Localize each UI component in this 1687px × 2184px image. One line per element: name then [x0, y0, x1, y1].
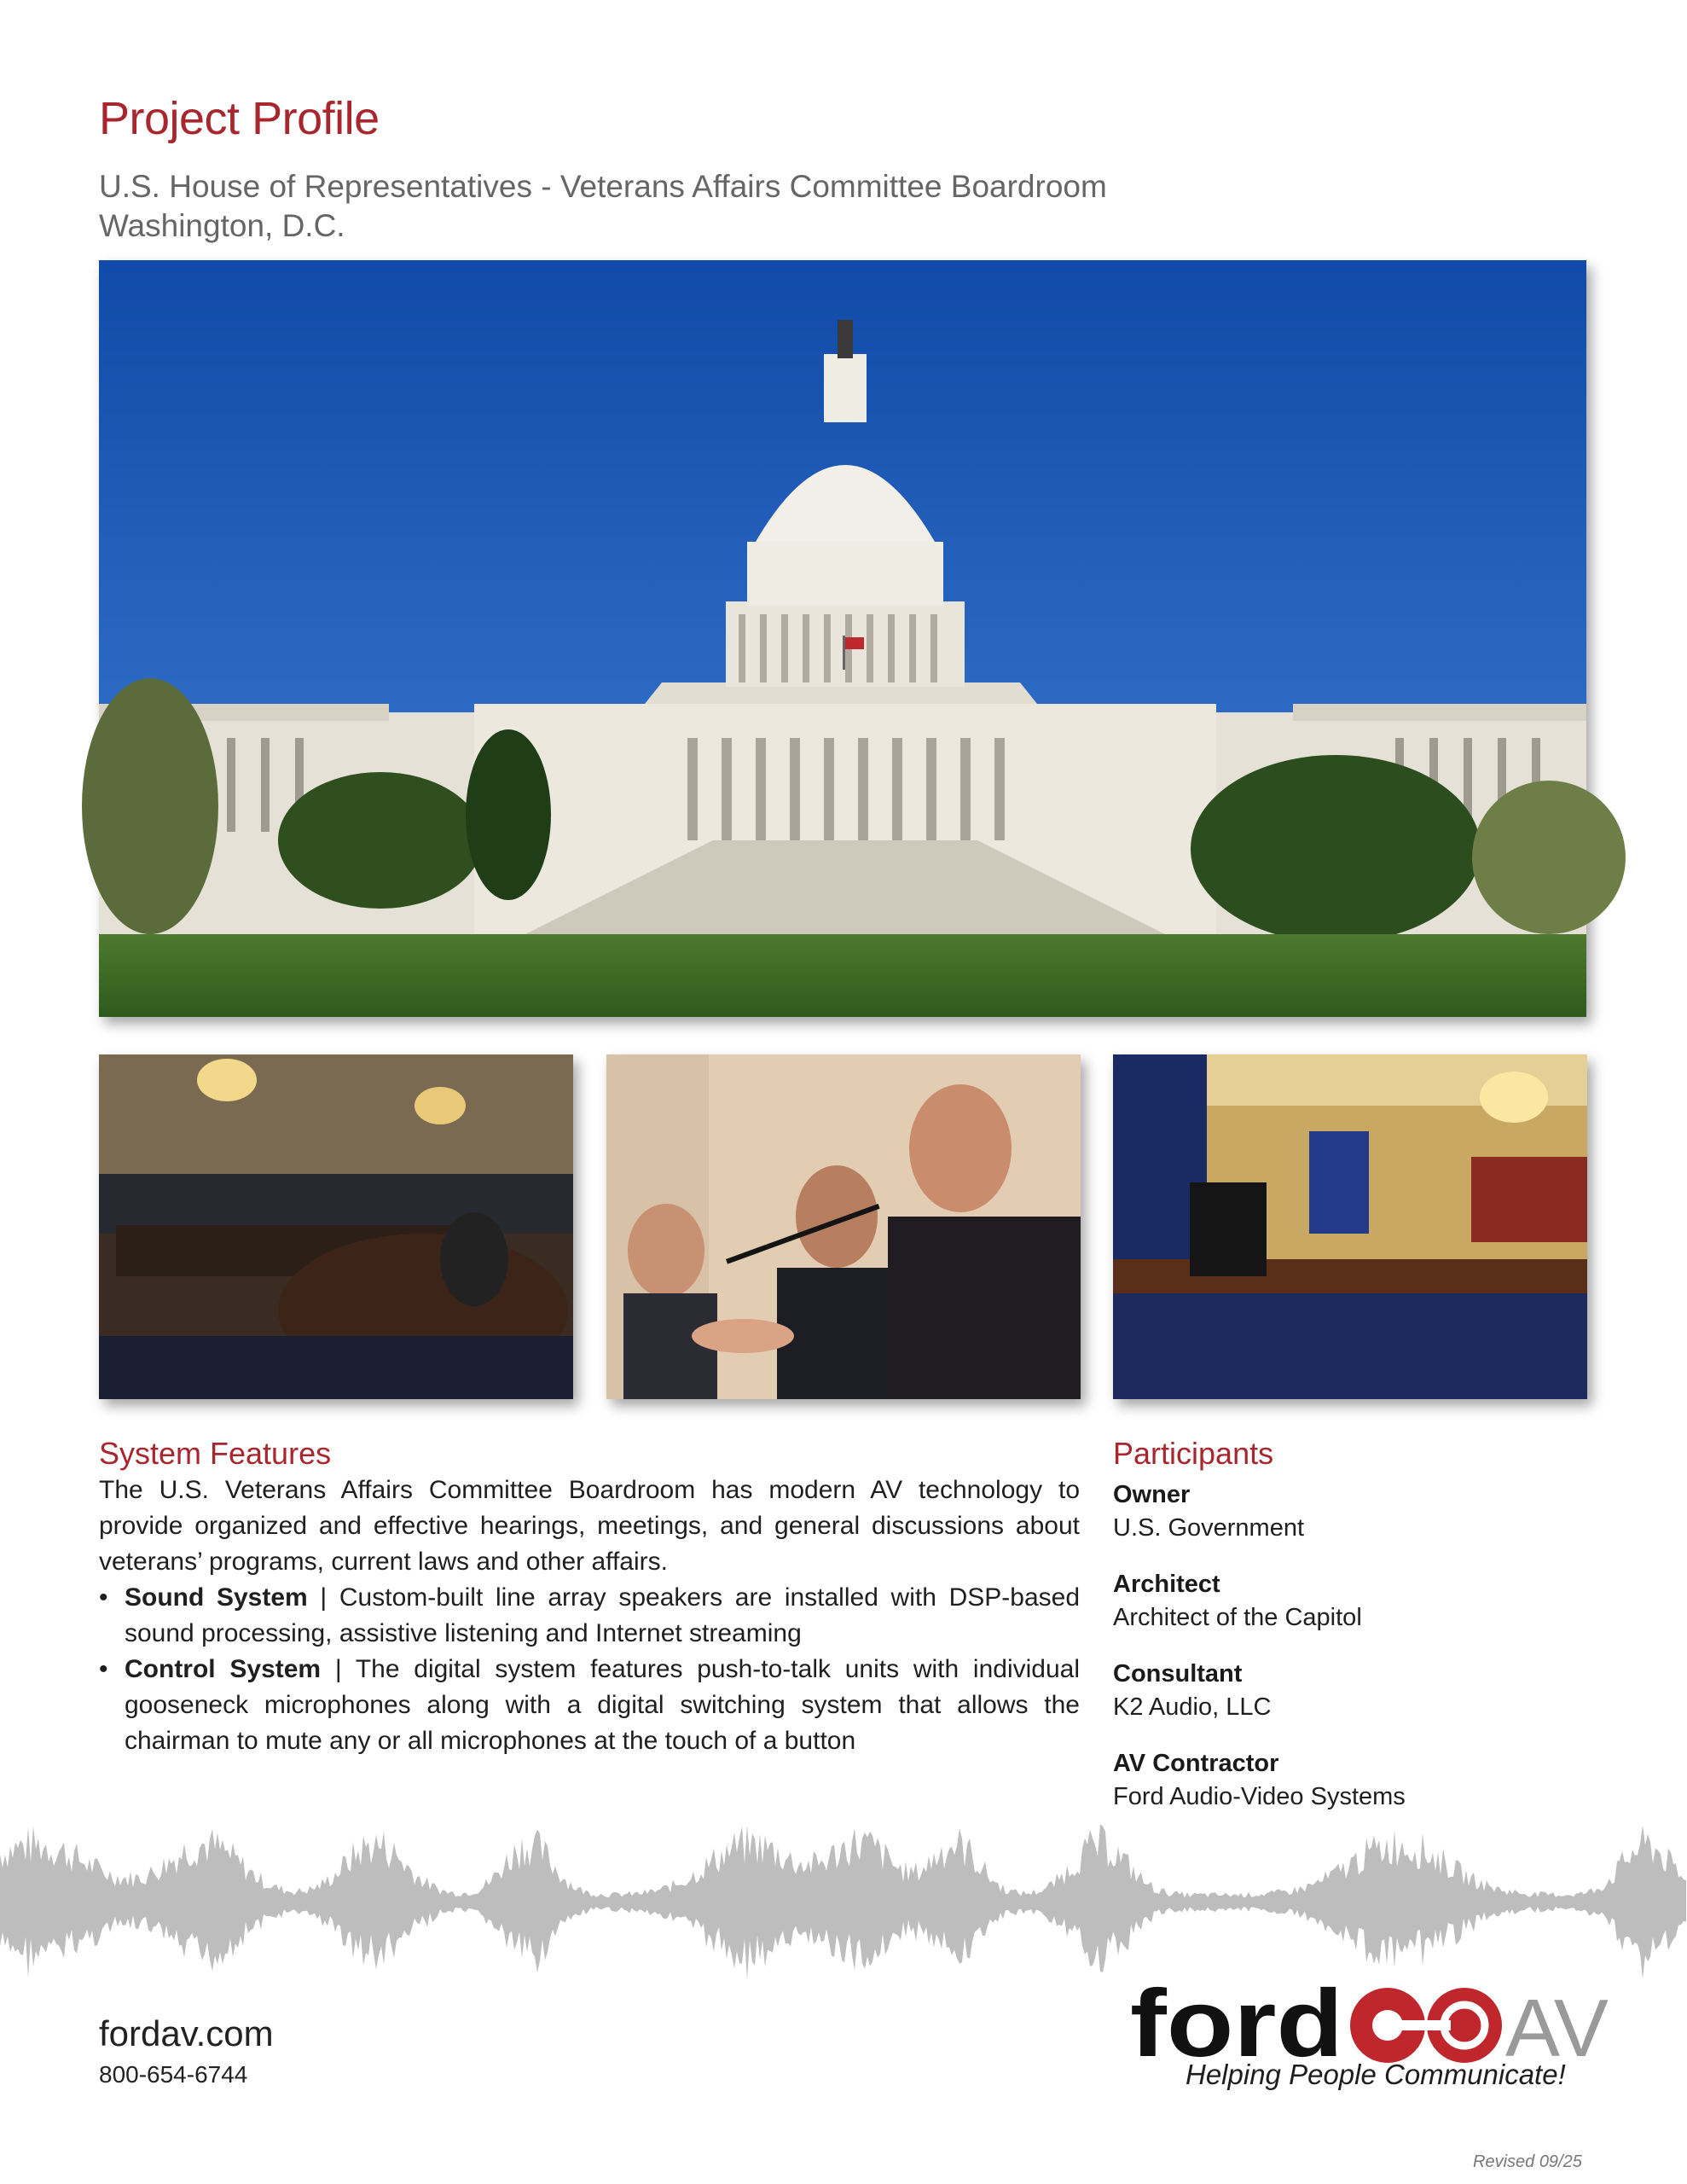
participant-name: U.S. Government [1113, 1514, 1305, 1542]
system-features-intro: The U.S. Veterans Affairs Committee Boardroom has modern AV technology to provide organized and effective hearings, meetings, and general discussions about veterans’ programs, current laws and other affairs. [99, 1476, 1080, 1576]
logo-emblem-icon [1350, 1988, 1502, 2063]
system-features-section [99, 1472, 1080, 1759]
project-location: Washington, D.C. [99, 208, 345, 243]
participant-role: Owner [1113, 1481, 1191, 1508]
participant-name: Architect of the Capitol [1113, 1604, 1362, 1631]
company-tagline: Helping People Communicate! [1186, 2059, 1566, 2090]
participant-role: Architect [1113, 1571, 1220, 1598]
witness-testimony-photo [606, 1054, 1081, 1399]
participant-role: AV Contractor [1113, 1750, 1279, 1777]
project-subtitle [99, 167, 1107, 246]
feature-item-control-system [99, 1652, 1080, 1759]
feature-text: The digital system features push-to-talk units with individual gooseneck microphones along with a digital switching system that allows the chairman to mute any or all microphones at the touch of a button [125, 1655, 1080, 1755]
phone-number: 800-654-6744 [99, 2061, 248, 2088]
participants-heading: Participants [1113, 1436, 1274, 1471]
website-link[interactable]: fordav.com [99, 2013, 274, 2053]
logo-av-text: AV [1505, 1983, 1609, 2074]
page-title: Project Profile [99, 93, 380, 144]
feature-item-sound-system [99, 1580, 1080, 1652]
participant-av-contractor [1113, 1747, 1591, 1814]
participants-list [1113, 1478, 1591, 1837]
participant-architect [1113, 1568, 1591, 1635]
system-features-heading: System Features [99, 1436, 332, 1471]
feature-title: Control System [125, 1655, 322, 1683]
participant-owner [1113, 1478, 1591, 1545]
bullet: • [99, 1655, 108, 1683]
audio-waveform-graphic [0, 1817, 1687, 1988]
participant-name: K2 Audio, LLC [1113, 1693, 1272, 1721]
logo-ford-text: ford [1130, 1970, 1343, 2077]
feature-text: Custom-built line array speakers are installed with DSP-based sound processing, assistive listening and Internet streaming [125, 1583, 1081, 1647]
feature-list [99, 1580, 1080, 1759]
feature-separator: | [321, 1655, 356, 1683]
project-name: U.S. House of Representatives - Veterans Affairs Committee Boardroom [99, 169, 1107, 204]
bullet: • [99, 1583, 108, 1612]
feature-title: Sound System [125, 1583, 308, 1612]
committee-hearing-photo [99, 1054, 573, 1399]
participant-consultant [1113, 1658, 1591, 1724]
feature-separator: | [307, 1583, 339, 1612]
capitol-building-photo [99, 260, 1586, 1017]
revision-date: Revised 09/25 [1473, 2152, 1582, 2171]
participant-role: Consultant [1113, 1660, 1243, 1687]
committee-room-photo [1113, 1054, 1587, 1399]
participant-name: Ford Audio-Video Systems [1113, 1783, 1406, 1810]
